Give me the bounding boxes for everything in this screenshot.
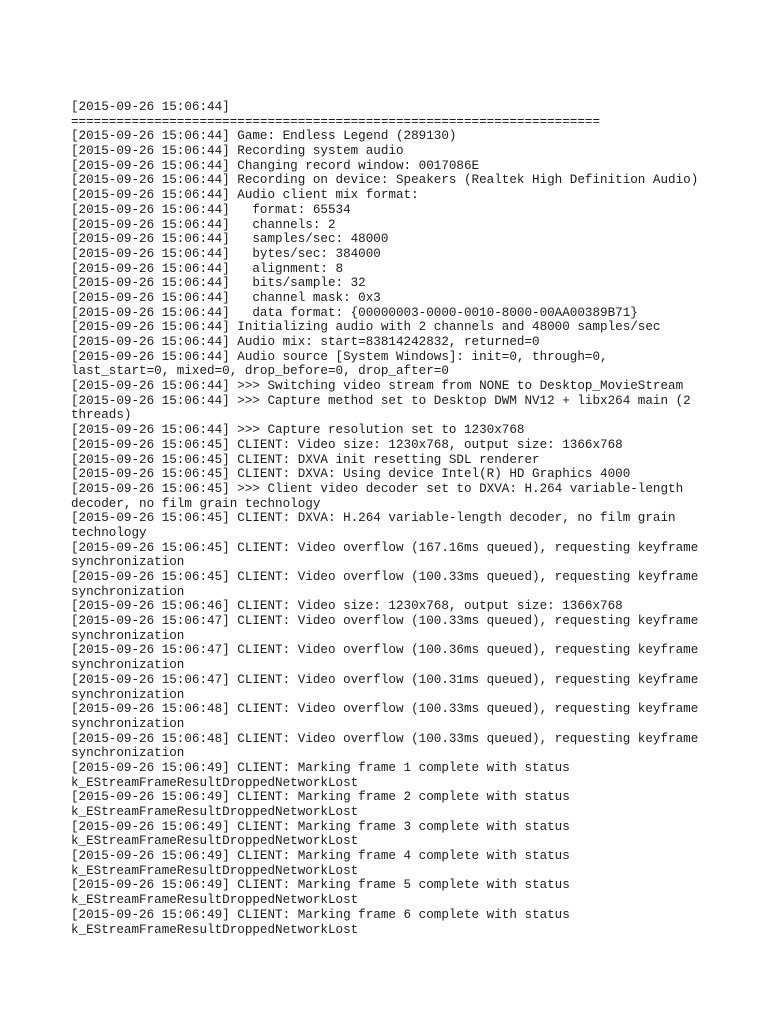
log-line: synchronization [71,658,185,673]
log-line: [2015-09-26 15:06:45] CLIENT: Video overflow (100.33ms queued), requesting keyframe [71,570,699,584]
log-line: [2015-09-26 15:06:44] data format: {00000003-0000-0010-8000-00AA00389B71} [71,305,638,320]
log-line: [2015-09-26 15:06:44] Game: Endless Legend (289130) [71,129,457,144]
log-line: [2015-09-26 15:06:44] Audio mix: start=83814242832, returned=0 [71,335,540,349]
log-line: synchronization [71,687,185,702]
log-line: [2015-09-26 15:06:44] bytes/sec: 384000 [71,246,381,261]
log-line: [2015-09-26 15:06:45] CLIENT: DXVA: H.264 variable-length decoder, no film grain [71,511,676,526]
log-line: [2015-09-26 15:06:49] CLIENT: Marking frame 2 complete with status [71,790,570,805]
log-line: [2015-09-26 15:06:47] CLIENT: Video overflow (100.31ms queued), requesting keyframe [71,672,699,687]
log-line: technology [71,525,147,540]
log-line: k_EStreamFrameResultDroppedNetworkLost [71,775,359,790]
log-line: decoder, no film grain technology [71,496,321,511]
log-line: [2015-09-26 15:06:45] >>> Client video decoder set to DXVA: H.264 variable-length [71,481,684,496]
log-line: synchronization [71,584,185,599]
log-line: synchronization [71,746,185,761]
log-line: [2015-09-26 15:06:44] Recording system audio [71,144,404,159]
log-line: [2015-09-26 15:06:47] CLIENT: Video overflow (100.36ms queued), requesting keyframe [71,643,699,658]
log-line: [2015-09-26 15:06:44] channels: 2 [71,217,336,232]
log-line: synchronization [71,628,185,643]
log-line: [2015-09-26 15:06:47] CLIENT: Video overflow (100.33ms queued), requesting keyframe [71,614,699,629]
log-line: [2015-09-26 15:06:48] CLIENT: Video overflow (100.33ms queued), requesting keyframe [71,702,699,717]
log-line: threads) [71,408,132,423]
log-line: k_EStreamFrameResultDroppedNetworkLost [71,863,359,878]
log-line: [2015-09-26 15:06:44] Changing record window: 0017086E [71,158,480,173]
log-line: [2015-09-26 15:06:44] [71,100,230,114]
log-document [71,100,701,937]
log-line: [2015-09-26 15:06:46] CLIENT: Video size: 1230x768, output size: 1366x768 [71,599,623,614]
log-line: [2015-09-26 15:06:45] CLIENT: DXVA init resetting SDL renderer [71,452,540,467]
log-line: [2015-09-26 15:06:44] samples/sec: 48000 [71,232,389,247]
log-line: [2015-09-26 15:06:49] CLIENT: Marking frame 5 complete with status [71,878,570,893]
log-line: [2015-09-26 15:06:44] Recording on device: Speakers (Realtek High Definition Audio) [71,173,699,188]
log-line: [2015-09-26 15:06:44] alignment: 8 [71,261,344,276]
log-line: [2015-09-26 15:06:45] CLIENT: DXVA: Using device Intel(R) HD Graphics 4000 [71,467,631,482]
log-line: [2015-09-26 15:06:45] CLIENT: Video overflow (167.16ms queued), requesting keyframe [71,540,699,555]
log-line: [2015-09-26 15:06:49] CLIENT: Marking frame 4 complete with status [71,849,570,864]
log-line: k_EStreamFrameResultDroppedNetworkLost [71,893,359,908]
log-line: last_start=0, mixed=0, drop_before=0, drop_after=0 [71,364,449,379]
log-line: [2015-09-26 15:06:44] bits/sample: 32 [71,276,366,291]
log-line: [2015-09-26 15:06:44] Audio source [System Windows]: init=0, through=0, [71,349,608,364]
log-line: synchronization [71,716,185,731]
log-line: [2015-09-26 15:06:44] >>> Capture resolution set to 1230x768 [71,423,525,438]
log-line: [2015-09-26 15:06:44] Audio client mix format: [71,188,419,203]
log-line: k_EStreamFrameResultDroppedNetworkLost [71,922,359,937]
log-line: ====================================================================== [71,114,601,129]
log-line: [2015-09-26 15:06:49] CLIENT: Marking frame 1 complete with status [71,760,570,775]
log-line: [2015-09-26 15:06:45] CLIENT: Video size: 1230x768, output size: 1366x768 [71,437,623,452]
log-line: [2015-09-26 15:06:44] Initializing audio with 2 channels and 48000 samples/sec [71,320,661,335]
log-line: [2015-09-26 15:06:49] CLIENT: Marking frame 3 complete with status [71,819,570,834]
log-line: [2015-09-26 15:06:44] channel mask: 0x3 [71,290,381,305]
log-line: k_EStreamFrameResultDroppedNetworkLost [71,805,359,819]
log-line: [2015-09-26 15:06:44] format: 65534 [71,202,351,217]
log-line: synchronization [71,555,185,570]
log-line: [2015-09-26 15:06:48] CLIENT: Video overflow (100.33ms queued), requesting keyframe [71,731,699,746]
log-line: [2015-09-26 15:06:49] CLIENT: Marking frame 6 complete with status [71,907,570,922]
log-text [71,100,701,937]
log-line: [2015-09-26 15:06:44] >>> Capture method set to Desktop DWM NV12 + libx264 main (2 [71,393,691,408]
log-line: [2015-09-26 15:06:44] >>> Switching video stream from NONE to Desktop_MovieStream [71,379,684,394]
log-line: k_EStreamFrameResultDroppedNetworkLost [71,834,359,849]
